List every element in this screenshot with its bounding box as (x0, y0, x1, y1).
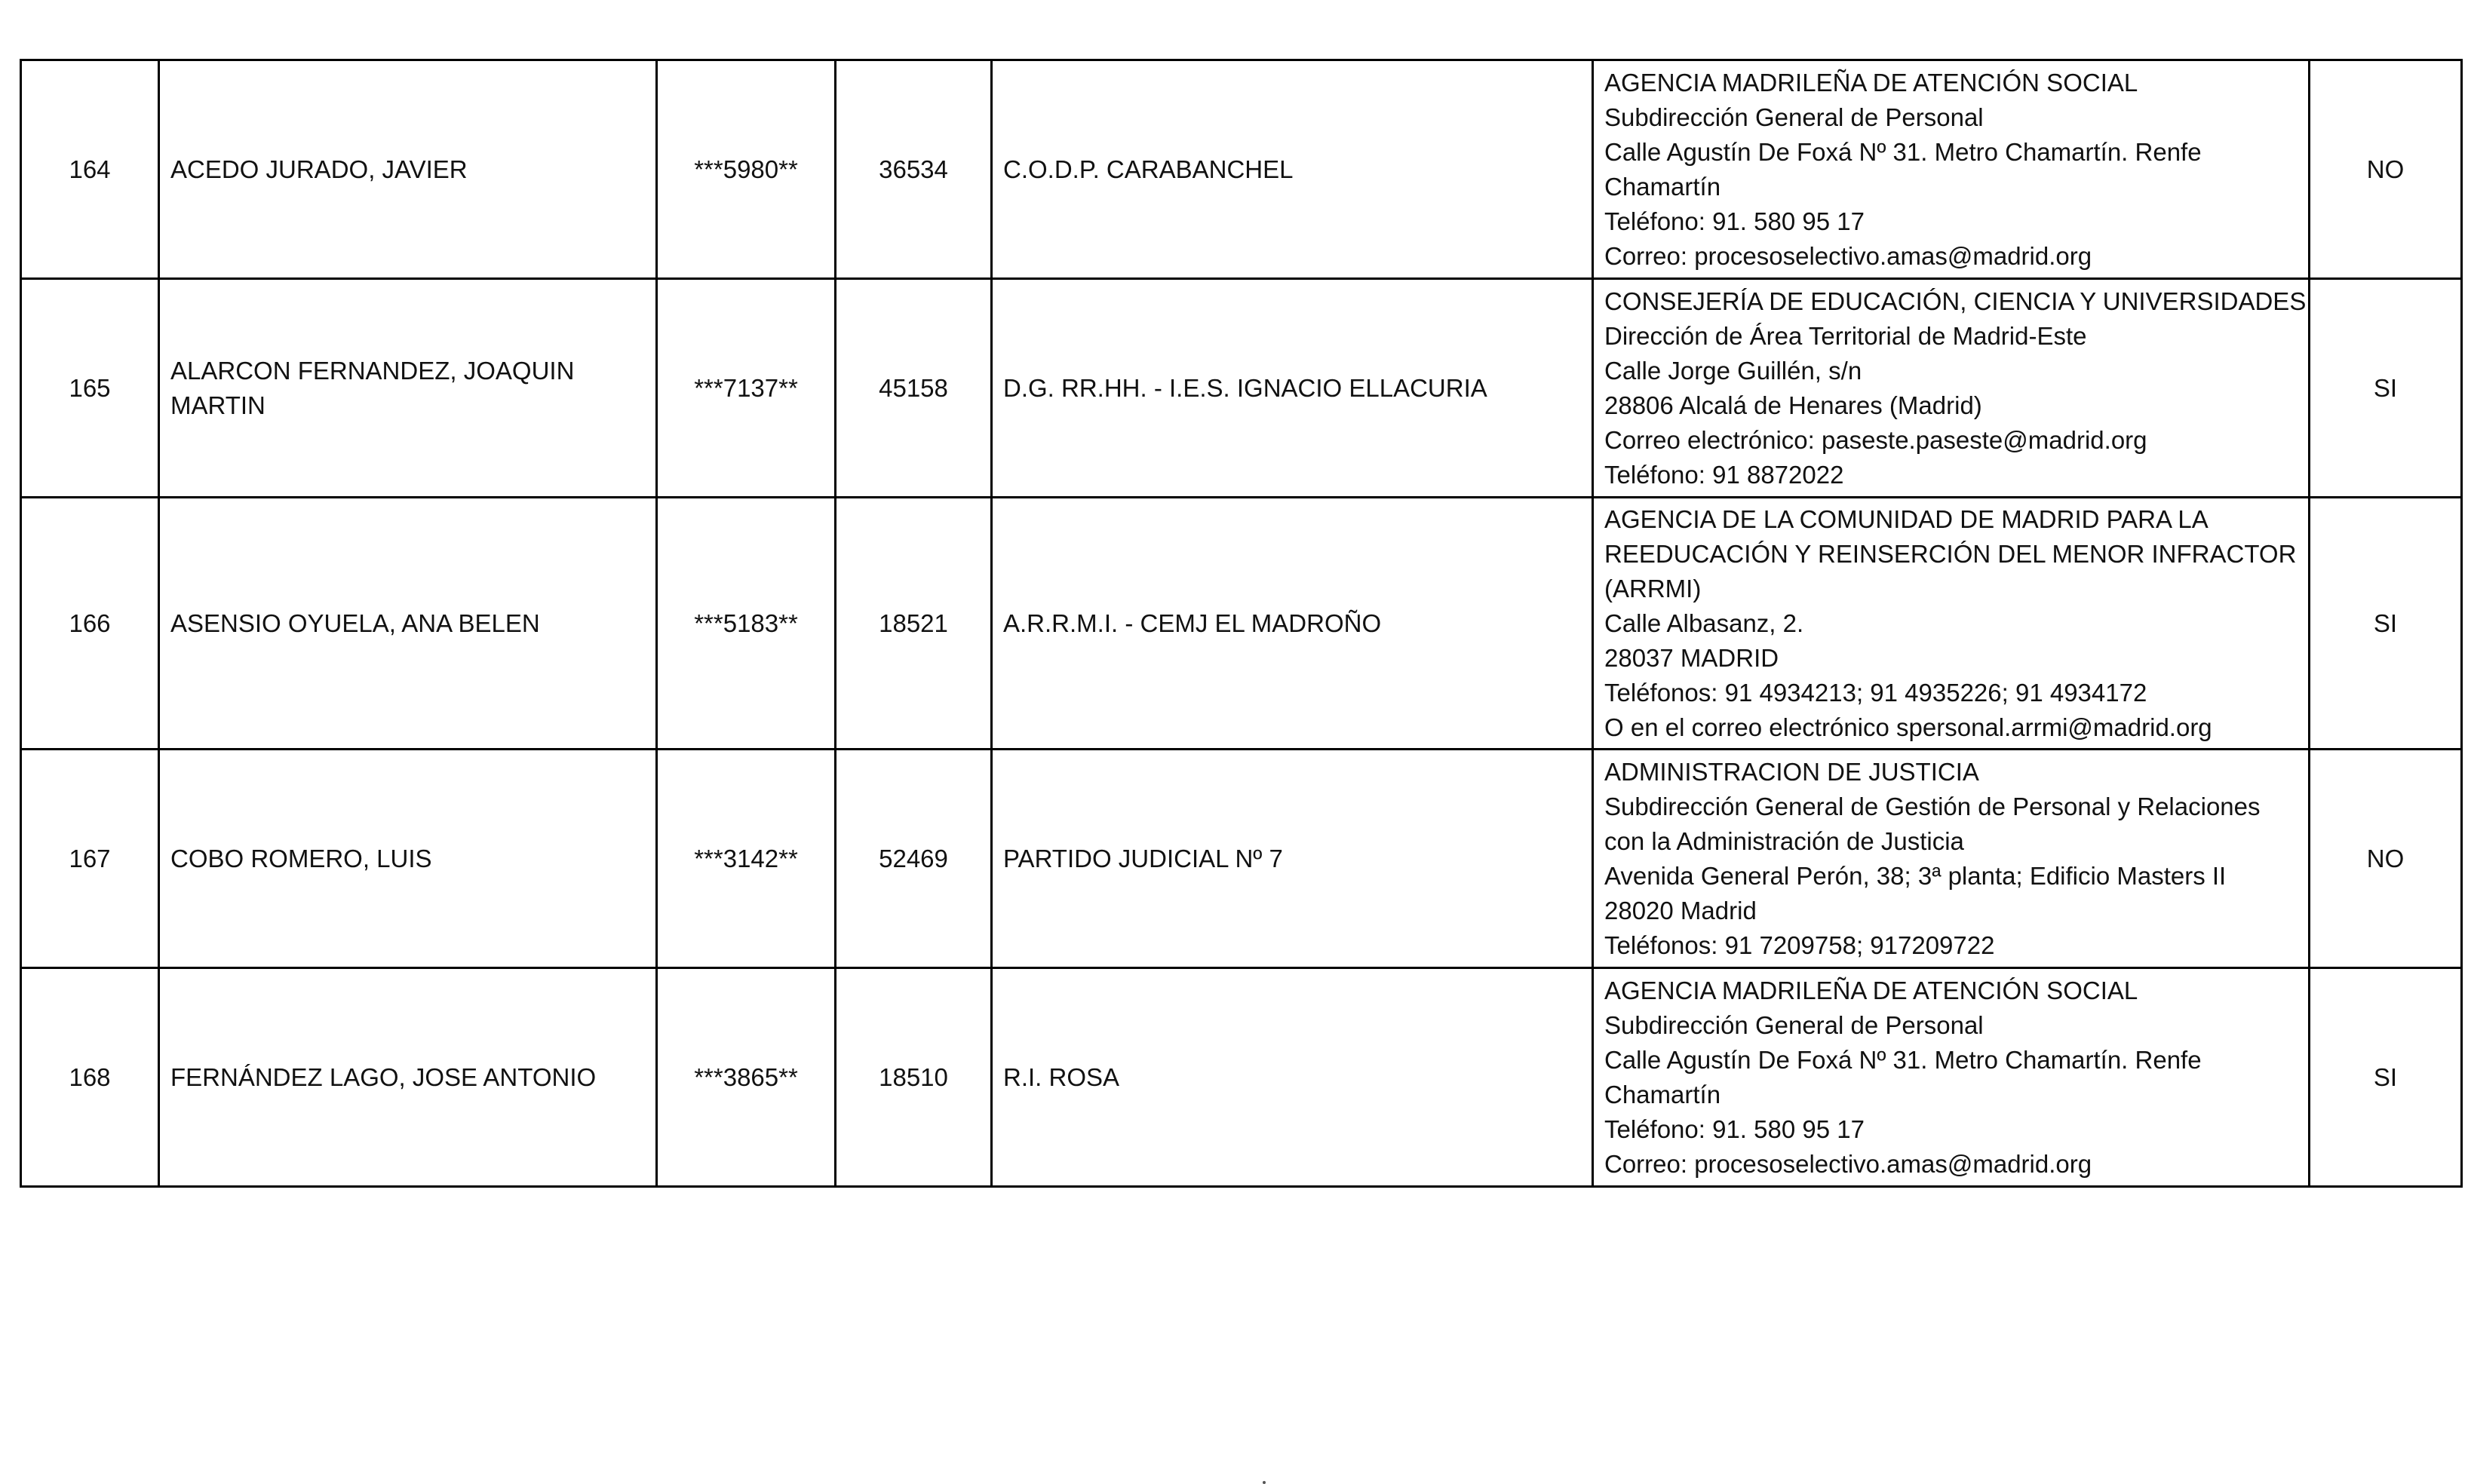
position-code: 52469 (836, 750, 992, 968)
row-number: 168 (21, 968, 159, 1187)
contact-line: Correo: procesoselectivo.amas@madrid.org (1604, 241, 2092, 270)
destination: A.R.R.M.I. - CEMJ EL MADROÑO (992, 498, 1593, 750)
table-row (21, 498, 2462, 750)
masked-id: ***7137** (657, 279, 836, 498)
table-row (21, 60, 2462, 279)
row-number: 167 (21, 750, 159, 968)
table-body (21, 60, 2462, 1187)
masked-id: ***3142** (657, 750, 836, 968)
contact-line: Avenida General Perón, 38; 3ª planta; Edificio Masters II (1604, 861, 2227, 890)
person-name: ALARCON FERNANDEZ, JOAQUIN MARTIN (159, 279, 657, 498)
position-code: 45158 (836, 279, 992, 498)
masked-id: ***5980** (657, 60, 836, 279)
contact-line: Correo: procesoselectivo.amas@madrid.org (1604, 1149, 2092, 1178)
position-code: 18521 (836, 498, 992, 750)
masked-id: ***3865** (657, 968, 836, 1187)
contact-info (1593, 498, 2310, 750)
contact-line: Calle Agustín De Foxá Nº 31. Metro Chamartín. Renfe (1604, 137, 2202, 166)
contact-line: (ARRMI) (1604, 574, 1702, 602)
status-flag: SI (2310, 968, 2462, 1187)
contact-line: Subdirección General de Personal (1604, 1010, 1984, 1039)
table-row (21, 750, 2462, 968)
contact-line: Calle Albasanz, 2. (1604, 609, 1804, 637)
destination: R.I. ROSA (992, 968, 1593, 1187)
position-code: 18510 (836, 968, 992, 1187)
row-number: 166 (21, 498, 159, 750)
row-number: 165 (21, 279, 159, 498)
contact-line: AGENCIA MADRILEÑA DE ATENCIÓN SOCIAL (1604, 976, 2138, 1004)
contact-line: CONSEJERÍA DE EDUCACIÓN, CIENCIA Y UNIVERSIDADES (1604, 287, 2307, 315)
contact-line: Subdirección General de Personal (1604, 103, 1984, 131)
masked-id: ***5183** (657, 498, 836, 750)
destination: C.O.D.P. CARABANCHEL (992, 60, 1593, 279)
person-name: COBO ROMERO, LUIS (159, 750, 657, 968)
contact-line: Chamartín (1604, 172, 1721, 201)
contact-line: Teléfonos: 91 7209758; 917209722 (1604, 931, 1995, 959)
table-row (21, 279, 2462, 498)
position-code: 36534 (836, 60, 992, 279)
contact-line: Chamartín (1604, 1080, 1721, 1108)
contact-info (1593, 60, 2310, 279)
status-flag: SI (2310, 279, 2462, 498)
row-number: 164 (21, 60, 159, 279)
contact-info (1593, 279, 2310, 498)
contact-line: REEDUCACIÓN Y REINSERCIÓN DEL MENOR INFRACTOR (1604, 539, 2297, 568)
contact-line: Correo electrónico: paseste.paseste@madrid.org (1604, 425, 2147, 454)
contact-line: Teléfono: 91 8872022 (1604, 460, 1844, 489)
contact-line: 28020 Madrid (1604, 896, 1757, 924)
contact-info (1593, 750, 2310, 968)
contact-line: ADMINISTRACION DE JUSTICIA (1604, 757, 1979, 786)
contact-line: Dirección de Área Territorial de Madrid-Este (1604, 321, 2087, 350)
status-flag: NO (2310, 60, 2462, 279)
contact-line: Subdirección General de Gestión de Personal y Relaciones (1604, 792, 2261, 820)
person-name: FERNÁNDEZ LAGO, JOSE ANTONIO (159, 968, 657, 1187)
destination: D.G. RR.HH. - I.E.S. IGNACIO ELLACURIA (992, 279, 1593, 498)
assignment-table (20, 59, 2463, 1188)
contact-line: Teléfonos: 91 4934213; 91 4935226; 91 4934172 (1604, 678, 2147, 707)
contact-line: Calle Agustín De Foxá Nº 31. Metro Chamartín. Renfe (1604, 1045, 2202, 1074)
page-mark (1263, 1481, 1266, 1484)
contact-line: 28806 Alcalá de Henares (Madrid) (1604, 391, 1982, 419)
contact-line: Teléfono: 91. 580 95 17 (1604, 1115, 1865, 1143)
destination: PARTIDO JUDICIAL Nº 7 (992, 750, 1593, 968)
contact-line: con la Administración de Justicia (1604, 826, 1964, 855)
person-name: ACEDO JURADO, JAVIER (159, 60, 657, 279)
contact-line: Calle Jorge Guillén, s/n (1604, 356, 1862, 385)
contact-line: Teléfono: 91. 580 95 17 (1604, 207, 1865, 235)
contact-line: O en el correo electrónico spersonal.arrmi@madrid.org (1604, 713, 2212, 741)
document-page (20, 59, 2460, 1188)
status-flag: NO (2310, 750, 2462, 968)
contact-line: AGENCIA MADRILEÑA DE ATENCIÓN SOCIAL (1604, 68, 2138, 97)
status-flag: SI (2310, 498, 2462, 750)
contact-line: 28037 MADRID (1604, 643, 1779, 672)
contact-line: AGENCIA DE LA COMUNIDAD DE MADRID PARA LA (1604, 504, 2209, 533)
person-name: ASENSIO OYUELA, ANA BELEN (159, 498, 657, 750)
contact-info (1593, 968, 2310, 1187)
table-row (21, 968, 2462, 1187)
